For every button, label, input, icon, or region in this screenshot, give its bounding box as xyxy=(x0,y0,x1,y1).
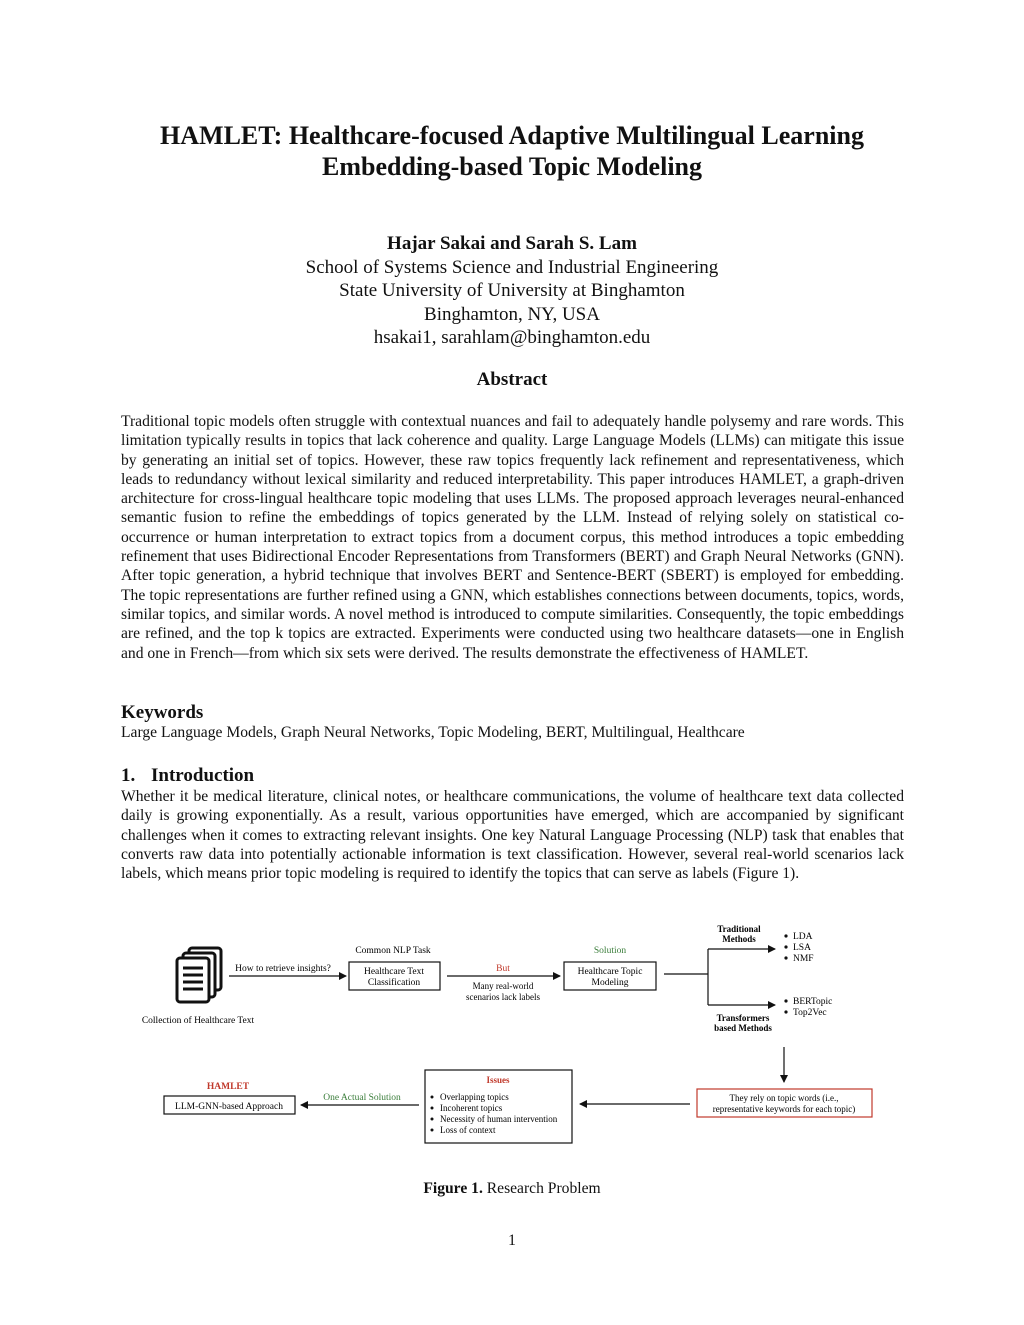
rely-line-2: representative keywords for each topic) xyxy=(712,1104,856,1114)
but-note-line-2: scenarios lack labels xyxy=(466,992,540,1002)
bullet-icon xyxy=(784,956,787,959)
author-names: Hajar Sakai and Sarah S. Lam xyxy=(387,233,637,254)
keywords-text: Large Language Models, Graph Neural Networks, Topic Modeling, BERT, Multilingual, Healthcare xyxy=(121,724,745,741)
section-title: Introduction xyxy=(151,765,255,786)
bullet-icon xyxy=(431,1107,434,1110)
author-emails: hsakai1, sarahlam@binghamton.edu xyxy=(373,327,651,348)
topic-box-line-1: Healthcare Topic xyxy=(577,967,643,977)
classification-line-1: Healthcare Text xyxy=(363,967,425,977)
traditional-item: NMF xyxy=(793,954,814,964)
section-heading-introduction xyxy=(121,765,254,787)
bullet-icon xyxy=(431,1129,434,1132)
solution-label: Solution xyxy=(593,946,627,956)
author-university: State University of University at Binghamton xyxy=(339,280,685,301)
author-location: Binghamton, NY, USA xyxy=(424,303,600,325)
caption-label: Figure 1. xyxy=(423,1180,483,1197)
transformers-item: BERTopic xyxy=(793,997,833,1007)
document-stack-icon xyxy=(177,948,221,1002)
collection-label: Collection of Healthcare Text xyxy=(141,1016,255,1026)
bullet-icon xyxy=(431,1096,434,1099)
topic-box-line-2: Modeling xyxy=(591,978,629,988)
author-department: School of Systems Science and Industrial Engineering xyxy=(305,256,719,278)
one-actual-solution-label: One Actual Solution xyxy=(323,1093,401,1103)
issue-item: Incoherent topics xyxy=(440,1103,503,1113)
issue-item: Overlapping topics xyxy=(440,1092,509,1102)
transformers-list xyxy=(784,997,832,1018)
abstract-heading: Abstract xyxy=(476,369,548,390)
rely-line-1: They rely on topic words (i.e., xyxy=(729,1093,839,1103)
traditional-list xyxy=(784,932,813,964)
transformers-label-line-1: Transformers xyxy=(716,1013,770,1023)
bullet-icon xyxy=(431,1118,434,1121)
but-note-line-1: Many real-world xyxy=(472,981,534,991)
traditional-item: LDA xyxy=(793,932,813,942)
author-block xyxy=(0,232,1024,350)
but-label: But xyxy=(496,964,510,974)
keywords-heading: Keywords xyxy=(121,702,204,723)
figure-research-problem xyxy=(0,915,1024,1175)
bullet-icon xyxy=(784,934,787,937)
bullet-icon xyxy=(784,1010,787,1013)
hamlet-box-text: LLM-GNN-based Approach xyxy=(175,1102,283,1112)
introduction-text: Whether it be medical literature, clinical notes, or healthcare communications, the volume of healthcare text data collected daily is growing exponentially. As a result, various opportunities have emerged, which are accompanied by significant challenges when it comes to extracting relevant insights. One key Natural Language Processing (NLP) task that enables that converts raw data into potentially actionable information is text classification. However, several real-world scenarios lack labels, which means prior topic modeling is required to identify the topics that can serve as labels (Figure 1). xyxy=(121,788,904,883)
title-line-1: HAMLET: Healthcare-focused Adaptive Multilingual Learning xyxy=(160,121,864,150)
classification-line-2: Classification xyxy=(367,978,421,988)
traditional-label-line-1: Traditional xyxy=(717,924,761,934)
abstract-text: Traditional topic models often struggle with contextual nuances and fail to adequately handle polysemy and rare words. This limitation typically results in topics that lack coherence and quality. Large Language Models (LLMs) can mitigate this issue by generating an initial set of topics. However, these raw topics frequently lack refinement and representativeness, which leads to redundancy without lexical similarity and reduced interpretability. This paper introduces HAMLET, a graph-driven architecture for cross-lingual healthcare topic modeling that uses LLMs. The proposed approach leverages neural-enhanced semantic fusion to refine the embeddings of topics generated by the LLM. Instead of relying solely on statistical co-occurrence or human interpretation to extract topics from a document corpus, this method introduces a topic embedding refinement that uses Bidirectional Encoder Representations from Transformers (BERT) and Graph Neural Networks (GNN). After topic generation, a hybrid technique that involves BERT and Sentence-BERT (SBERT) is employed for embedding. The topic representations are further refined using a GNN, which establishes connections between documents, topics, words, similar topics, and similar words. A novel method is introduced to compute similarities. Consequently, the topic embeddings are refined, and the top k topics are extracted. Experiments were conducted using two healthcare datasets—one in English and one in French—from which six sets were derived. The results demonstrate the effectiveness of HAMLET. xyxy=(121,413,904,662)
issue-item: Loss of context xyxy=(440,1125,496,1135)
transformers-label-line-2: based Methods xyxy=(714,1023,772,1033)
traditional-item: LSA xyxy=(793,943,811,953)
title-line-2: Embedding-based Topic Modeling xyxy=(322,152,702,181)
hamlet-label: HAMLET xyxy=(206,1082,250,1092)
figure-diagram xyxy=(0,915,1024,1175)
caption-text: Research Problem xyxy=(486,1180,601,1197)
bullet-icon xyxy=(784,945,787,948)
figure-caption xyxy=(0,1180,1024,1198)
traditional-label-line-2: Methods xyxy=(722,934,756,944)
common-task-label: Common NLP Task xyxy=(355,946,431,956)
paper-title xyxy=(0,120,1024,182)
arrow1-label: How to retrieve insights? xyxy=(235,964,331,974)
page-number: 1 xyxy=(508,1232,516,1249)
bullet-icon xyxy=(784,999,787,1002)
issue-item: Necessity of human intervention xyxy=(440,1114,558,1124)
transformers-item: Top2Vec xyxy=(793,1008,827,1018)
issues-title: Issues xyxy=(486,1075,510,1085)
section-number: 1. xyxy=(121,765,136,786)
